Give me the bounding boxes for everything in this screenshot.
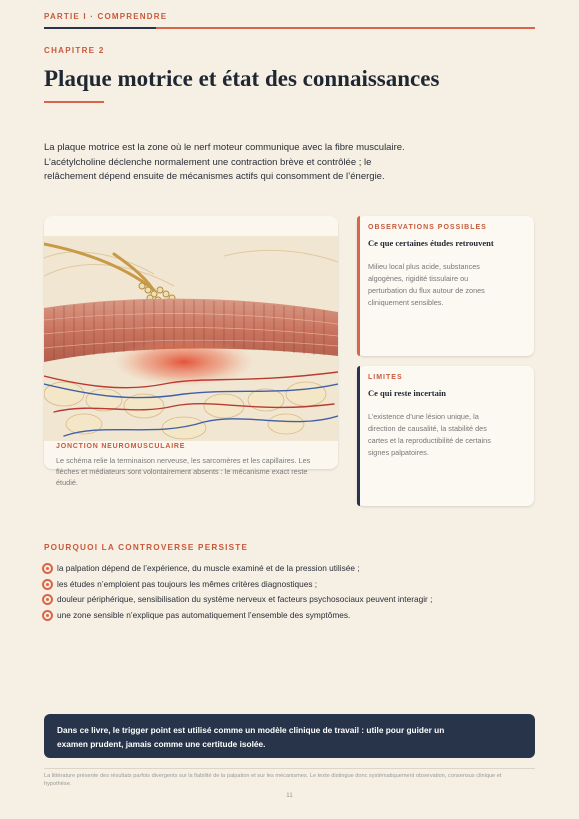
neuromuscular-junction-illustration	[44, 216, 338, 469]
card-body: L’existence d’une lésion unique, la direction de causalité, la stabilité des cartes et la reproductibilité de certains signes palpatoires.	[368, 412, 491, 457]
title-underline	[44, 101, 104, 103]
card-body: Milieu local plus acide, substances algogènes, rigidité tissulaire ou perturbation du flux autour de zones cliniquement sensibles.	[368, 262, 485, 307]
limits-card	[357, 366, 534, 506]
card-label: LIMITES	[368, 374, 403, 381]
page-title: Plaque motrice et état des connaissances	[44, 66, 440, 91]
list-item	[40, 608, 432, 624]
card-label: OBSERVATIONS POSSIBLES	[368, 224, 487, 231]
card-accent-bar	[357, 216, 360, 356]
list-item-text: la palpation dépend de l’expérience, du muscle examiné et de la pression utilisée ;	[57, 563, 360, 573]
footer-note: La littérature présente des résultats parfois divergents sur la fiabilité de la palpation et sur les mécanismes. Le texte distingue donc systématiquement observation, consensus clinique et hypothèse.	[44, 773, 502, 788]
list-item	[40, 577, 432, 593]
card-heading: Ce que certaines études retrouvent	[368, 238, 494, 248]
card-accent-bar	[357, 366, 360, 506]
bullet-icon	[42, 579, 53, 590]
list-item-text: les études n’emploient pas toujours les mêmes critères diagnostiques ;	[57, 578, 318, 589]
list-item-text: une zone sensible n’explique pas automatiquement l’ensemble des symptômes.	[57, 609, 351, 620]
page-number: 11	[286, 792, 293, 799]
list-item	[40, 561, 432, 577]
figure-caption: Le schéma relie la terminaison nerveuse, les sarcomères et les capillaires. Les flèches et médiateurs sont volontairement absents : le mécanisme exact reste étudié.	[56, 456, 311, 488]
chapter-label: CHAPITRE 2	[44, 46, 105, 55]
figure-label: JONCTION NEUROMUSCULAIRE	[56, 443, 186, 450]
card-heading: Ce qui reste incertain	[368, 388, 446, 398]
callout-text: Dans ce livre, le trigger point est utilisé comme un modèle clinique de travail : utile pour guider un examen prudent, jamais comme une certitude isolée.	[57, 725, 445, 749]
footer-rule	[44, 768, 535, 769]
header-rule	[44, 27, 535, 29]
bullet-icon	[42, 594, 53, 605]
list-item-text: douleur périphérique, sensibilisation du système nerveux et facteurs psychosociaux peuvent interagir ;	[57, 594, 433, 604]
list-item	[40, 592, 432, 608]
bullet-icon	[42, 610, 53, 621]
callout-box	[44, 714, 535, 758]
intro-paragraph: La plaque motrice est la zone où le nerf moteur communique avec la fibre musculaire. L’acétylcholine déclenche normalement une contraction brève et contrôlée ; le relâchement dépend ensuite de mécanismes actifs qui consomment de l’énergie.	[44, 142, 405, 182]
observations-card	[357, 216, 534, 356]
controversy-title: POURQUOI LA CONTROVERSE PERSISTE	[44, 543, 249, 552]
controversy-list	[40, 561, 432, 623]
part-label: PARTIE I · COMPRENDRE	[44, 12, 168, 21]
bullet-icon	[42, 563, 53, 574]
